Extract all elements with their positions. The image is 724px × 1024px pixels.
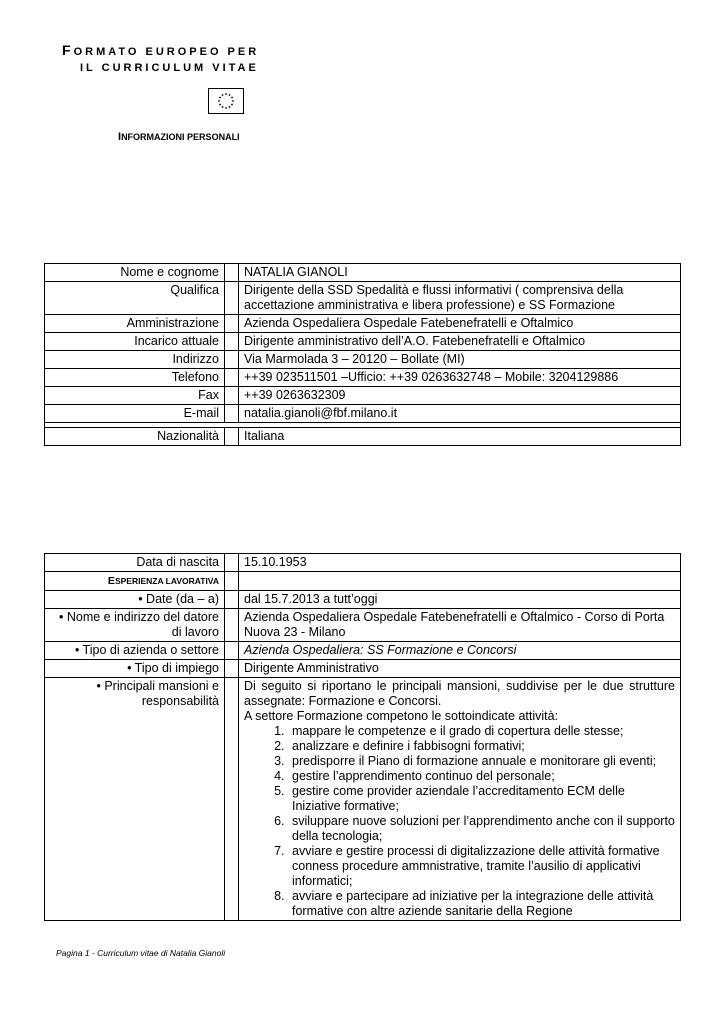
- duties-list: [244, 724, 675, 919]
- administration: Azienda Ospedaliera Ospedale Fatebenefratelli e Oftalmico: [239, 315, 681, 333]
- phone: ++39 023511501 –Ufficio: ++39 0263632748 – Mobile: 3204129886: [239, 369, 681, 387]
- section-heading-work: ESPERIENZA LAVORATIVA: [45, 572, 225, 591]
- row-label: • Tipo di impiego: [45, 660, 225, 678]
- list-item: 1. mappare le competenze e il grado di copertura delle stesse;: [288, 724, 675, 739]
- sector: Azienda Ospedaliera: SS Formazione e Concorsi: [239, 642, 681, 660]
- list-item: 2. analizzare e definire i fabbisogni formativi;: [288, 739, 675, 754]
- table-row: [45, 428, 681, 446]
- table-row: [45, 660, 681, 678]
- table-row: [45, 591, 681, 609]
- work-dates: dal 15.7.2013 a tutt’oggi: [239, 591, 681, 609]
- page-footer: Pagina 1 - Curriculum vitae di Natalia Gianoli: [56, 948, 226, 958]
- list-item: 6. sviluppare nuove soluzioni per l’apprendimento anche con il supporto della tecnologia;: [288, 814, 675, 844]
- table-row: [45, 282, 681, 315]
- row-label: Nazionalità: [45, 428, 225, 446]
- duties-intro: Di seguito si riportano le principali mansioni, suddivise per le due strutture assegnate: Formazione e Concorsi.: [244, 679, 675, 708]
- table-row: [45, 264, 681, 282]
- current-role: Dirigente amministrativo dell’A.O. Fatebenefratelli e Oftalmico: [239, 333, 681, 351]
- table-row: [45, 405, 681, 423]
- row-label: Nome e cognome: [45, 264, 225, 282]
- list-item: 7. avviare e gestire processi di digitalizzazione delle attività formative conness procedure ammnistrative, tramite l’ausilio di applicativi informatici;: [288, 844, 675, 889]
- duties-subheading: A settore Formazione competono le sottoindicate attività:: [244, 709, 559, 723]
- eu-flag-icon: [208, 88, 244, 114]
- employment-type: Dirigente Amministrativo: [239, 660, 681, 678]
- table-row: [45, 351, 681, 369]
- row-label: • Date (da – a): [45, 591, 225, 609]
- personal-info-table: [44, 263, 681, 446]
- duties: [239, 678, 681, 921]
- employer: Azienda Ospedaliera Ospedale Fatebenefratelli e Oftalmico - Corso di Porta Nuova 23 - Milano: [239, 609, 681, 642]
- fax: ++39 0263632309: [239, 387, 681, 405]
- full-name: NATALIA GIANOLI: [239, 264, 681, 282]
- table-row: [45, 642, 681, 660]
- table-row: [45, 315, 681, 333]
- row-label: Indirizzo: [45, 351, 225, 369]
- table-row: [45, 572, 681, 591]
- birth-date: 15.10.1953: [239, 554, 681, 572]
- row-label: Amministrazione: [45, 315, 225, 333]
- row-label: • Tipo di azienda o settore: [45, 642, 225, 660]
- table-row: [45, 678, 681, 921]
- list-item: 5. gestire come provider aziendale l’accreditamento ECM delle Iniziative formative;: [288, 784, 675, 814]
- section-heading-personal: INFORMAZIONI PERSONALI: [118, 131, 240, 143]
- row-label: Telefono: [45, 369, 225, 387]
- table-row: [45, 609, 681, 642]
- row-label: Incarico attuale: [45, 333, 225, 351]
- table-row: [45, 333, 681, 351]
- qualification: Dirigente della SSD Spedalità e flussi informativi ( comprensiva della accettazione amministrativa e libera professione) e SS Formazione: [239, 282, 681, 315]
- email-link[interactable]: natalia.gianoli@fbf.milano.it: [239, 405, 681, 423]
- row-label: Data di nascita: [45, 554, 225, 572]
- row-label: • Principali mansioni e responsabilità: [45, 678, 225, 921]
- nationality: Italiana: [239, 428, 681, 446]
- table-row: [45, 369, 681, 387]
- row-label: E-mail: [45, 405, 225, 423]
- row-label: Qualifica: [45, 282, 225, 315]
- document-title-line1: FORMATO EUROPEO PER: [62, 42, 260, 58]
- list-item: 8. avviare e partecipare ad iniziative per la integrazione delle attività formative con altre aziende sanitarie della Regione: [288, 889, 675, 919]
- row-label: Fax: [45, 387, 225, 405]
- list-item: 3. predisporre il Piano di formazione annuale e monitorare gli eventi;: [288, 754, 675, 769]
- address: Via Marmolada 3 – 20120 – Bollate (MI): [239, 351, 681, 369]
- list-item: 4. gestire l’apprendimento continuo del personale;: [288, 769, 675, 784]
- table-row: [45, 554, 681, 572]
- work-experience-table: [44, 553, 681, 921]
- document-title-line2: IL CURRICULUM VITAE: [80, 62, 259, 74]
- table-row: [45, 387, 681, 405]
- row-label: • Nome e indirizzo del datore di lavoro: [45, 609, 225, 642]
